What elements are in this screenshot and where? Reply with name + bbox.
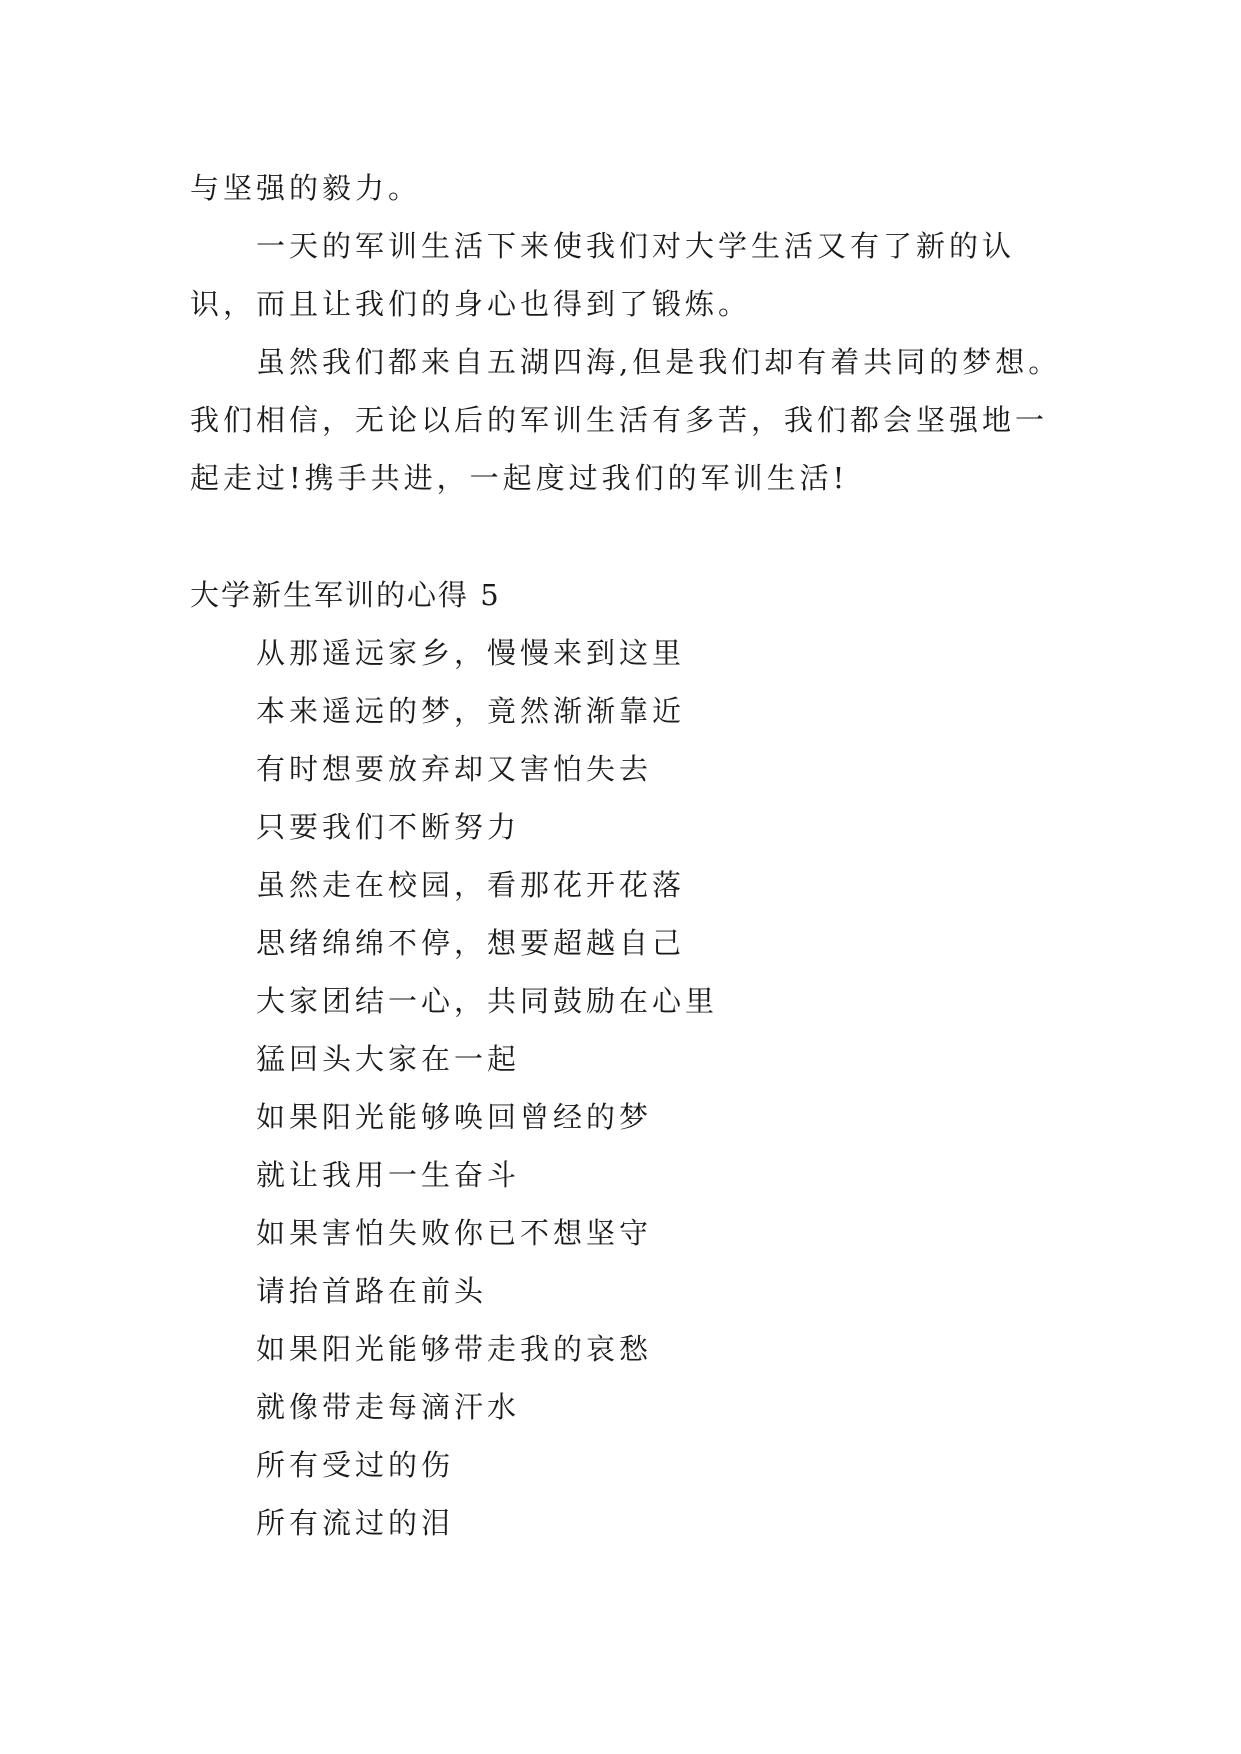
poem-line: 大家团结一心，共同鼓励在心里	[256, 984, 719, 1018]
section-heading: 大学新生军训的心得 5	[190, 578, 501, 612]
poem-line: 如果害怕失败你已不想坚守	[256, 1216, 653, 1250]
poem-line: 所有受过的伤	[256, 1448, 455, 1482]
poem-line: 请抬首路在前头	[256, 1274, 488, 1308]
poem-line: 思绪绵绵不停，想要超越自己	[256, 926, 686, 960]
poem-line: 从那遥远家乡，慢慢来到这里	[256, 636, 686, 670]
poem-line: 如果阳光能够唤回曾经的梦	[256, 1100, 653, 1134]
poem-line: 猛回头大家在一起	[256, 1042, 521, 1076]
poem-line: 只要我们不断努力	[256, 810, 521, 844]
poem-line: 所有流过的泪	[256, 1506, 455, 1540]
poem-line: 有时想要放弃却又害怕失去	[256, 752, 653, 786]
paragraph-line: 虽然我们都来自五湖四海,但是我们却有着共同的梦想。	[256, 345, 1062, 379]
paragraph-line: 与坚强的毅力。	[190, 171, 422, 205]
poem-line: 如果阳光能够带走我的哀愁	[256, 1332, 653, 1366]
poem-line: 本来遥远的梦，竟然渐渐靠近	[256, 694, 686, 728]
poem-line: 就让我用一生奋斗	[256, 1158, 521, 1192]
paragraph-line: 一天的军训生活下来使我们对大学生活又有了新的认	[256, 229, 1016, 263]
poem-line: 就像带走每滴汗水	[256, 1390, 521, 1424]
paragraph-line: 我们相信，无论以后的军训生活有多苦，我们都会坚强地一	[190, 403, 1049, 437]
paragraph-line: 识，而且让我们的身心也得到了锻炼。	[190, 287, 752, 321]
paragraph-line: 起走过!携手共进，一起度过我们的军训生活!	[190, 461, 849, 495]
poem-line: 虽然走在校园，看那花开花落	[256, 868, 686, 902]
